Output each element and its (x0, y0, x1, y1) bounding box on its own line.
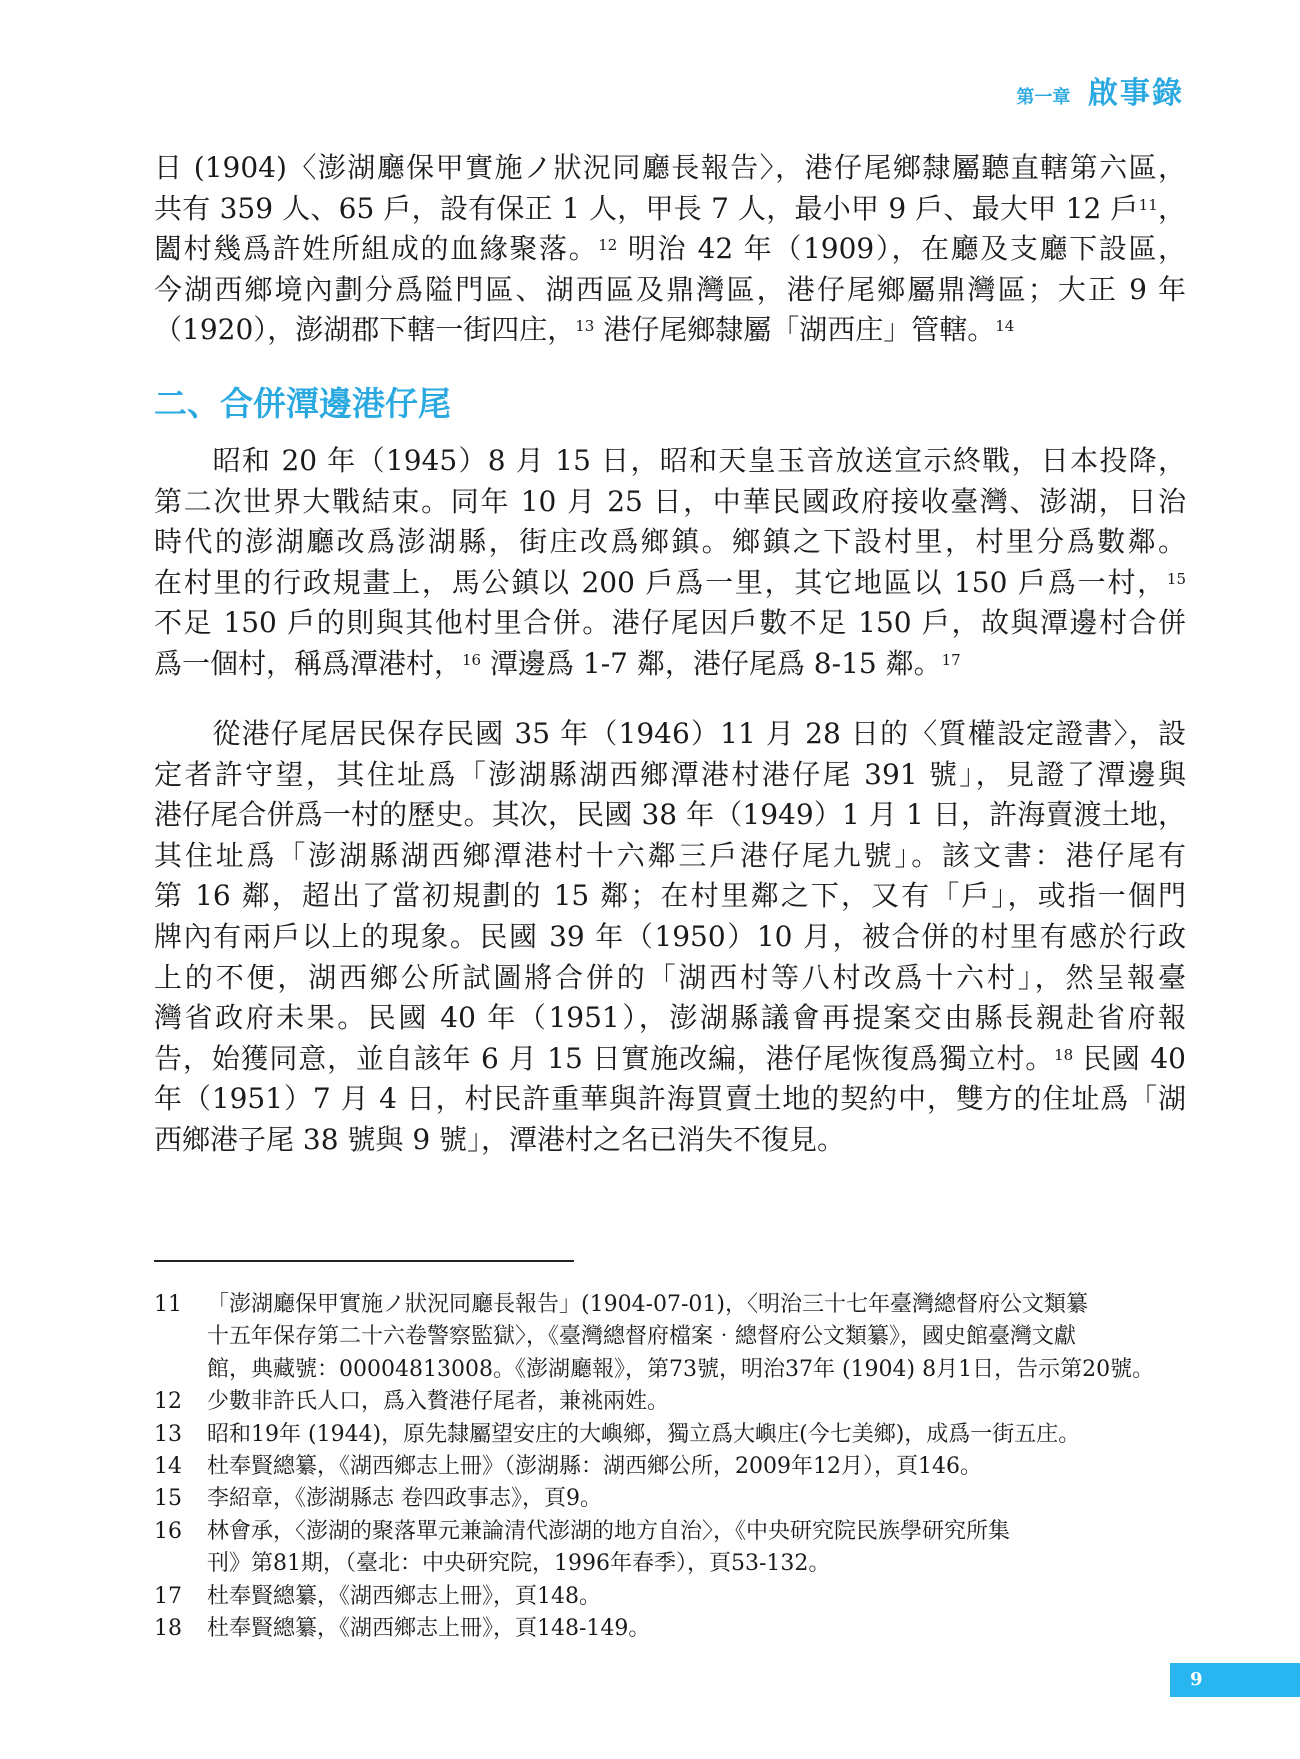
footnote-line: 「澎湖廳保甲實施ノ狀況同廳長報告」(1904-07-01)，〈明治三十七年臺灣總督府公文類纂 (207, 1292, 1089, 1317)
text-run: 從港仔尾居民保存民國 35 年（1946）11 月 28 日的〈質權設定證書〉，設 (154, 717, 1186, 750)
text-line (154, 876, 1186, 917)
footnote-divider (154, 1260, 574, 1262)
footnote-number: 18 (154, 1616, 182, 1642)
footnote-body (207, 1451, 1186, 1483)
footnote-number: 14 (154, 1454, 182, 1480)
text-line (154, 836, 1186, 877)
text-run: 民國 40 (1073, 1041, 1186, 1075)
footnote-body (207, 1581, 1186, 1613)
footnote (154, 1613, 1186, 1645)
text-line (154, 482, 1186, 523)
text-run: 告，始獲同意，並自該年 6 月 15 日實施改編，港仔尾恢復爲獨立村。 (154, 1041, 1055, 1075)
footnote-line: 十五年保存第二十六卷警察監獄〉，《臺灣總督府檔案‧總督府公文類纂》，國史館臺灣文獻 (207, 1324, 1077, 1350)
footnote-ref: 17 (941, 650, 961, 669)
footnote-ref: 16 (462, 650, 482, 669)
footnote (154, 1419, 1186, 1451)
text-run: 今湖西鄉境內劃分爲隘門區、湖西區及鼎灣區，港仔尾鄉屬鼎灣區；大正 9 年 (154, 272, 1186, 306)
section-heading: 二、合併潭邊港仔尾 (154, 384, 451, 423)
text-run: 明治 42 年（1909），在廳及支廳下設區， (617, 232, 1186, 266)
text-line (154, 310, 1186, 351)
footnote (154, 1483, 1186, 1515)
text-run: 第 16 鄰，超出了當初規劃的 15 鄰；在村里鄰之下，又有「戶」，或指一個門 (154, 879, 1186, 913)
text-run: 爲一個村，稱爲潭港村， (154, 646, 463, 680)
footnote-body (207, 1289, 1186, 1386)
footnote-number: 16 (154, 1518, 182, 1544)
footnote-number: 11 (154, 1292, 182, 1317)
text-run: 牌內有兩戶以上的現象。民國 39 年（1950）10 月，被合併的村里有感於行政 (154, 919, 1186, 953)
footnote-number: 15 (154, 1486, 182, 1512)
text-run: 港仔尾鄉隸屬「湖西庄」管轄。 (594, 313, 996, 347)
text-run: （1920），澎湖郡下轄一街四庄， (154, 313, 576, 347)
text-line (154, 522, 1186, 563)
footnote-line: 林會承，〈澎湖的聚落單元兼論清代澎湖的地方自治〉，《中央研究院民族學研究所集 (207, 1518, 1011, 1544)
text-line (154, 563, 1186, 604)
running-header (1016, 68, 1184, 112)
text-line (154, 441, 1186, 482)
text-line (154, 189, 1186, 230)
text-line (154, 1079, 1186, 1120)
footnote (154, 1581, 1186, 1613)
footnote-number: 13 (154, 1421, 182, 1447)
text-run: 在村里的行政規畫上，馬公鎮以 200 戶爲一里，其它地區以 150 戶爲一村， (154, 565, 1167, 599)
chapter-label: 第一章 (1016, 87, 1071, 108)
footnote-ref: 18 (1054, 1045, 1074, 1064)
footnote-line: 刊》第81期，（臺北：中央研究院，1996年春季），頁53-132。 (207, 1551, 831, 1577)
footnote-line: 杜奉賢總纂，《湖西鄉志上冊》，頁148-149。 (207, 1616, 651, 1642)
text-line (154, 148, 1186, 189)
paragraph-3 (154, 714, 1186, 1161)
footnote-number: 17 (154, 1583, 182, 1609)
text-line (154, 1039, 1186, 1080)
text-line (154, 229, 1186, 270)
text-run: 不足 150 戶的則與其他村里合併。港仔尾因戶數不足 150 戶，故與潭邊村合併 (154, 606, 1186, 640)
paragraph-1 (154, 148, 1186, 351)
text-run: 共有 359 人、65 戶，設有保正 1 人，甲長 7 人，最小甲 9 戶、最大甲 12 戶 (154, 191, 1139, 225)
text-line (154, 714, 1186, 755)
text-run: 潭邊爲 1-7 鄰，港仔尾爲 8-15 鄰。 (481, 646, 942, 680)
footnote-line: 杜奉賢總纂，《湖西鄉志上冊》，頁148。 (207, 1583, 601, 1609)
footnote-ref: 15 (1166, 569, 1186, 588)
text-run: 第二次世界大戰結束。同年 10 月 25 日，中華民國政府接收臺灣、澎湖，日治 (154, 484, 1186, 518)
footnote-line: 少數非許氏人口，爲入贅港仔尾者，兼祧兩姓。 (207, 1389, 670, 1415)
footnote (154, 1386, 1186, 1418)
text-line (154, 917, 1186, 958)
text-line (154, 270, 1186, 311)
footnote-line: 館，典藏號：00004813008。《澎湖廳報》，第73號，明治37年 (1904) 8月1日，告示第20號。 (207, 1356, 1155, 1382)
footnote-line: 杜奉賢總纂，《湖西鄉志上冊》（澎湖縣：湖西鄉公所，2009年12月），頁146。 (207, 1454, 982, 1480)
footnote-body (207, 1613, 1186, 1645)
footnote (154, 1289, 1186, 1386)
text-run: ， (1157, 191, 1186, 225)
text-run: 港仔尾合併爲一村的歷史。其次，民國 38 年（1949）1 月 1 日，許海賣渡土地， (154, 798, 1186, 832)
text-run: 西鄉港子尾 38 號與 9 號」，潭港村之名已消失不復見。 (154, 1122, 846, 1156)
text-run: 灣省政府未果。民國 40 年（1951），澎湖縣議會再提案交由縣長親赴省府報 (154, 1001, 1186, 1035)
text-run: 時代的澎湖廳改爲澎湖縣，街庄改爲鄉鎮。鄉鎮之下設村里，村里分爲數鄰。 (154, 525, 1186, 559)
text-run: 年（1951）7 月 4 日，村民許重華與許海買賣土地的契約中，雙方的住址爲「湖 (154, 1082, 1186, 1116)
footnote-ref: 13 (575, 317, 595, 336)
text-line (154, 795, 1186, 836)
text-line (154, 1120, 1186, 1161)
footnote-ref: 12 (598, 236, 618, 255)
text-run: 闔村幾爲許姓所組成的血緣聚落。 (154, 232, 599, 266)
chapter-title: 啟事錄 (1088, 76, 1184, 111)
paragraph-2 (154, 441, 1186, 685)
footnote (154, 1451, 1186, 1483)
footnote-body (207, 1516, 1186, 1581)
footnote-body (207, 1386, 1186, 1418)
text-run: 其住址爲「澎湖縣湖西鄉潭港村十六鄰三戶港仔尾九號」。該文書：港仔尾有 (154, 838, 1186, 872)
page-number: 9 (1170, 1663, 1300, 1697)
text-run: 日 (1904)〈澎湖廳保甲實施ノ狀況同廳長報告〉，港仔尾鄉隸屬聽直轄第六區， (154, 151, 1186, 184)
footnotes (154, 1289, 1186, 1645)
text-line (154, 755, 1186, 796)
text-run: 定者許守望，其住址爲「澎湖縣湖西鄉潭港村港仔尾 391 號」，見證了潭邊與 (154, 757, 1186, 791)
text-line (154, 644, 1186, 685)
text-line (154, 998, 1186, 1039)
text-run: 昭和 20 年（1945）8 月 15 日，昭和天皇玉音放送宣示終戰，日本投降， (154, 444, 1186, 477)
footnote-line: 李紹章，《澎湖縣志 卷四政事志》，頁9。 (207, 1486, 602, 1512)
text-run: 上的不便，湖西鄉公所試圖將合併的「湖西村等八村改爲十六村」，然呈報臺 (154, 960, 1186, 994)
footnote (154, 1516, 1186, 1581)
text-line (154, 958, 1186, 999)
footnote-body (207, 1483, 1186, 1515)
footnote-number: 12 (154, 1389, 182, 1415)
footnote-body (207, 1419, 1186, 1451)
text-line (154, 603, 1186, 644)
footnote-ref: 11 (1138, 195, 1158, 214)
footnote-ref: 14 (995, 317, 1015, 336)
footnote-line: 昭和19年 (1944)，原先隸屬望安庄的大嶼鄉，獨立爲大嶼庄(今七美鄉)，成爲一街五庄。 (207, 1421, 1081, 1447)
